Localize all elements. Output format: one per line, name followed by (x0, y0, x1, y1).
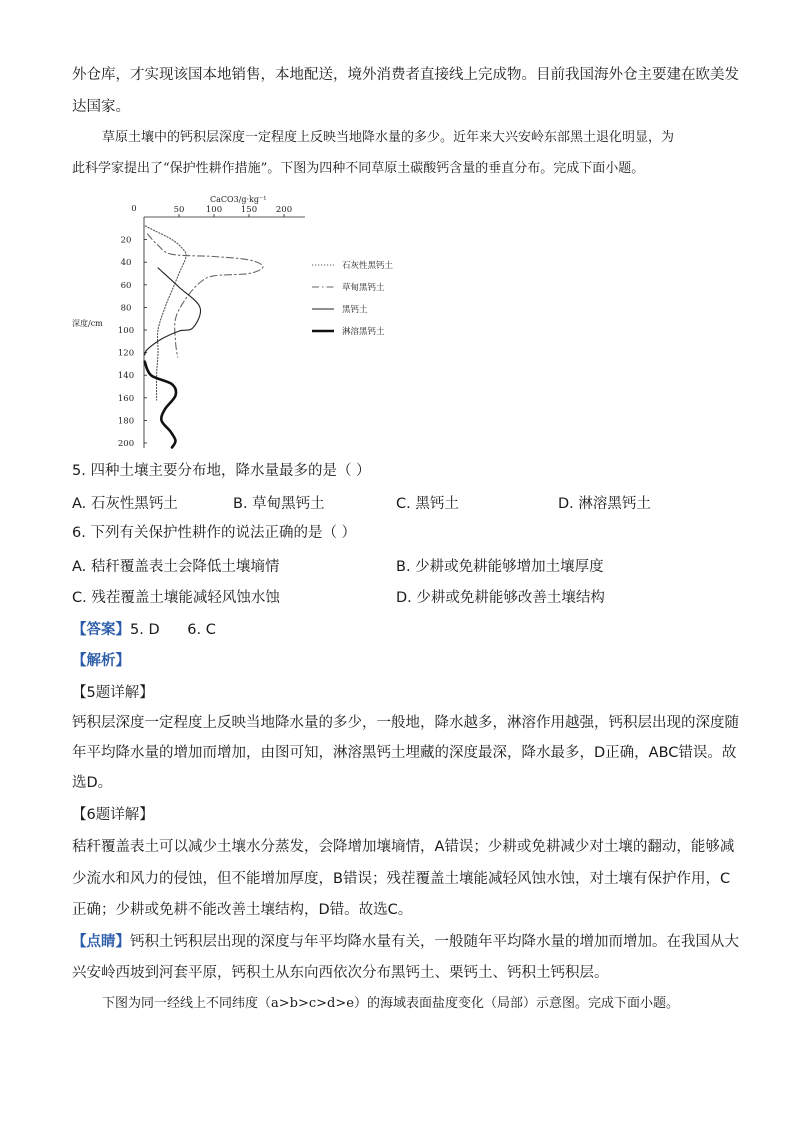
q6-option-d[interactable]: D. 少耕或免耕能够改善土壤结构 (396, 590, 605, 606)
y-tick-label: 120 (117, 348, 135, 359)
y-tick-label: 100 (117, 326, 135, 336)
legend-label-4: 淋溶黑钙土 (342, 327, 385, 337)
detail5-line-1: 钙积层深度一定程度上反映当地降水量的多少，一般地，降水越多，淋溶作用越强，钙积层出现的深度随 (72, 715, 739, 731)
q5-option-a[interactable]: A. 石灰性黑钙土 (72, 496, 178, 512)
detail6-line-1: 秸秆覆盖表土可以减少土壤水分蒸发，会降增加壤墒情，A错误；少耕或免耕减少对土壤的翻动，能够减 (72, 839, 735, 855)
q5-stem: 5. 四种土壤主要分布地，降水量最多的是（ ） (72, 463, 371, 479)
q5-option-c[interactable]: C. 黑钙土 (396, 496, 459, 512)
series-line-2 (148, 234, 264, 357)
y-tick-label: 80 (120, 303, 132, 314)
intro-line-1: 外仓库，才实现该国本地销售，本地配送，境外消费者直接线上完成物。目前我国海外仓主要建在欧美发 (72, 67, 739, 83)
answer-label: 【答案】 (72, 622, 130, 638)
detail6-line-2: 少流水和风力的侵蚀，但不能增加厚度，B错误；残茬覆盖土壤能减轻风蚀水蚀，对土壤有保护作用，C (72, 871, 731, 887)
note-text-1: 钙积土钙积层出现的深度与年平均降水量有关，一般随年平均降水量的增加而增加。在我国从大 (130, 934, 739, 950)
y-tick-label: 200 (117, 439, 135, 449)
y-tick-label: 0 (131, 204, 137, 214)
legend-label-3: 黑钙土 (342, 305, 368, 315)
caco3-depth-chart (60, 192, 420, 454)
y-tick-label: 40 (120, 258, 132, 269)
q6-option-a[interactable]: A. 秸秆覆盖表土会降低土壤墒情 (72, 559, 280, 575)
x-tick-label: 150 (240, 205, 258, 215)
stem-line-2: 此科学家提出了“保护性耕作措施”。下图为四种不同草原土碳酸钙含量的垂直分布。完成下面小题。 (72, 161, 645, 176)
q6-option-b[interactable]: B. 少耕或免耕能够增加土壤厚度 (396, 559, 604, 575)
y-tick-label: 180 (117, 416, 135, 427)
legend-label-1: 石灰性黑钙土 (342, 261, 394, 271)
stem-line-1: 草原土壤中的钙积层深度一定程度上反映当地降水量的多少。近年来大兴安岭东部黑土退化明显，为 (102, 130, 675, 145)
series-line-4 (145, 362, 176, 448)
q5-option-d[interactable]: D. 淋溶黑钙土 (558, 496, 651, 512)
y-axis-label: 深度/cm (72, 319, 103, 328)
q6-stem: 6. 下列有关保护性耕作的说法正确的是（ ） (72, 525, 357, 541)
detail5-line-2: 年平均降水量的增加而增加，由图可知，淋溶黑钙土埋藏的深度最深，降水最多，D正确，ABC错误。故 (72, 745, 737, 761)
x-tick-label: 100 (205, 205, 223, 215)
q6-option-c[interactable]: C. 残茬覆盖土壤能减轻风蚀水蚀 (72, 590, 280, 606)
y-tick-label: 140 (117, 371, 135, 382)
x-tick-label: 200 (275, 205, 293, 215)
x-tick-label: 50 (173, 205, 185, 215)
x-axis-label: CaCO3/g·kg⁻¹ (210, 195, 267, 204)
note-label: 【点睛】 (72, 934, 130, 950)
note-line-1 (72, 929, 739, 956)
y-tick-label: 60 (120, 280, 132, 291)
answer-text: 5. D 6. C (130, 622, 216, 638)
series-line-3 (145, 268, 201, 355)
y-tick-label: 160 (117, 393, 135, 404)
analysis-heading (72, 648, 732, 675)
intro-line-2: 达国家。 (72, 99, 130, 115)
detail5-line-3: 选D。 (72, 775, 113, 791)
next-stem-line: 下图为同一经线上不同纬度（a>b>c>d>e）的海域表面盐度变化（局部）示意图。完成下面小题。 (102, 996, 679, 1011)
answer-line (72, 617, 732, 644)
detail6-heading: 【6题详解】 (72, 807, 154, 823)
note-line-2: 兴安岭西坡到河套平原，钙积土从东向西依次分布黑钙土、栗钙土、钙积土钙积层。 (72, 965, 609, 981)
legend-label-2: 草甸黑钙土 (342, 283, 385, 293)
detail6-line-3: 正确；少耕或免耕不能改善土壤结构，D错。故选C。 (72, 902, 413, 918)
q5-option-b[interactable]: B. 草甸黑钙土 (233, 496, 325, 512)
analysis-label: 【解析】 (72, 653, 130, 669)
detail5-heading: 【5题详解】 (72, 685, 154, 701)
y-tick-label: 20 (120, 235, 132, 246)
